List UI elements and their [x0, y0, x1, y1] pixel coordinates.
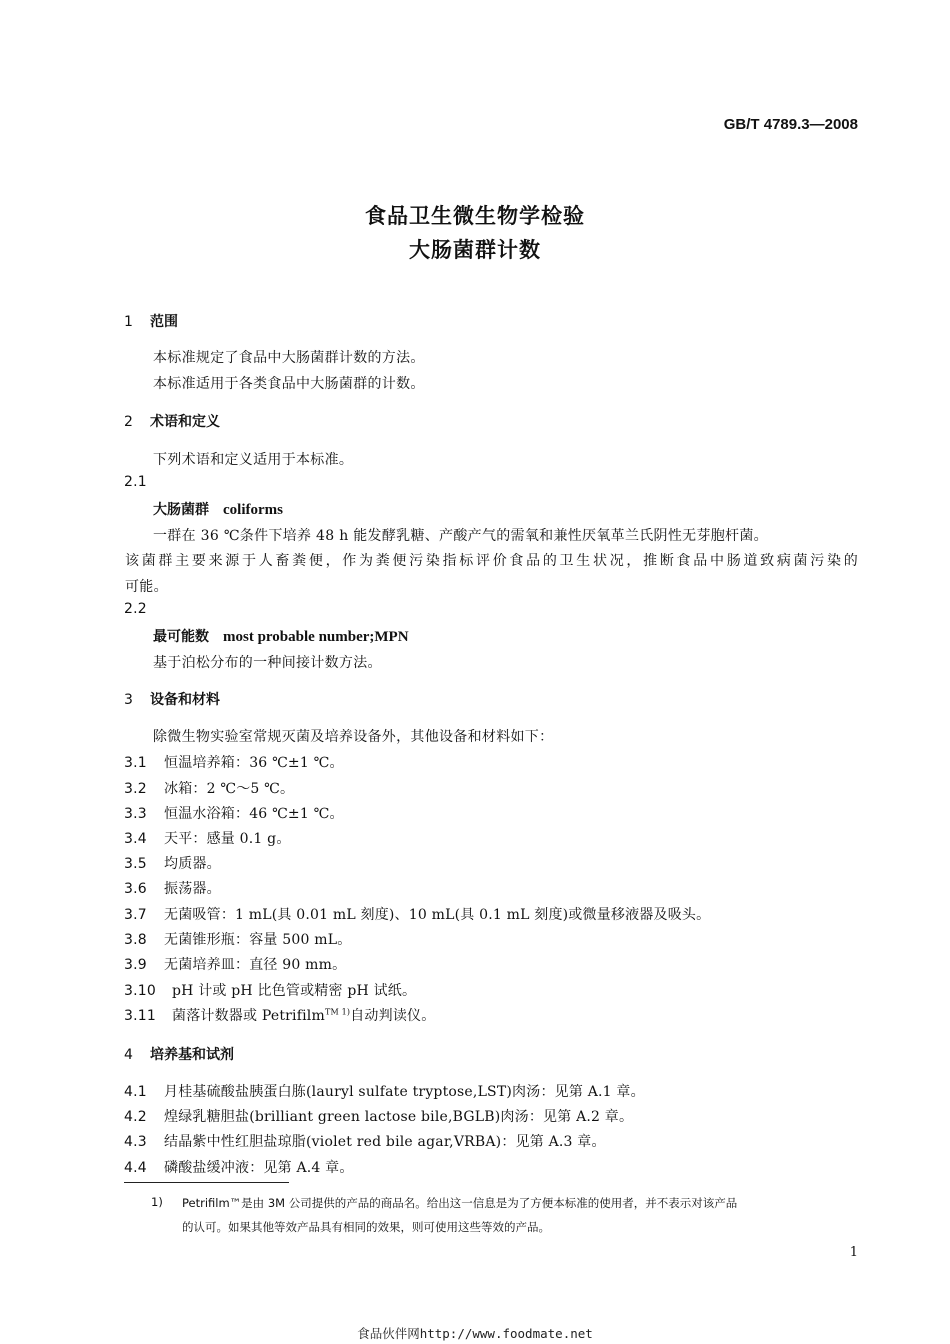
list-item: 4.1 月桂基硫酸盐胰蛋白胨(lauryl sulfate tryptose,LST)肉汤：见第 A.1 章。: [124, 1084, 645, 1100]
paragraph: 本标准规定了食品中大肠菌群计数的方法。: [153, 350, 425, 366]
footnote-marker: 1): [151, 1195, 163, 1209]
list-item: 3.1 恒温培养箱：36 ℃±1 ℃。: [124, 755, 344, 771]
title-line-1: 食品卫生微生物学检验: [365, 204, 585, 228]
list-item: 3.8 无菌锥形瓶：容量 500 mL。: [124, 932, 352, 948]
list-item: 3.6 振荡器。: [124, 881, 221, 897]
page-number: 1: [849, 1245, 858, 1260]
clause-number: 2.1: [124, 474, 147, 490]
definition-line: 基于泊松分布的一种间接计数方法。: [153, 655, 382, 671]
term-en: most probable number;MPN: [223, 629, 409, 645]
footnote-rule: [124, 1182, 289, 1183]
term-coliforms: [153, 499, 283, 519]
paragraph: 本标准适用于各类食品中大肠菌群的计数。: [153, 376, 425, 392]
footnote-ref: TM 1): [324, 1007, 351, 1017]
footnote-line: Petrifilm™是由 3M 公司提供的产品的商品名。给出这一信息是为了方便本标准的使用者，并不表示对该产品: [182, 1196, 738, 1210]
section-2-heading: [124, 411, 220, 431]
list-item: 4.3 结晶紫中性红胆盐琼脂(violet red bile agar,VRBA)：见第 A.3 章。: [124, 1134, 606, 1150]
list-item: 3.5 均质器。: [124, 856, 221, 872]
watermark: 食品伙伴网http://www.foodmate.net: [357, 1326, 593, 1341]
footnote-line: 的认可。如果其他等效产品具有相同的效果，则可使用这些等效的产品。: [182, 1220, 550, 1234]
section-4-heading: [124, 1044, 234, 1064]
section-3-heading: [124, 689, 220, 709]
list-item: 3.9 无菌培养皿：直径 90 mm。: [124, 957, 347, 973]
term-en: coliforms: [223, 502, 283, 518]
list-item: 3.11 菌落计数器或 Petrifilm$^{TM 1)}$自动判读仪。: [124, 1007, 436, 1024]
clause-number: 2.2: [124, 601, 147, 617]
list-item: 3.10 pH 计或 pH 比色管或精密 pH 试纸。: [124, 983, 417, 999]
section-title: 设备和材料: [150, 692, 220, 708]
section-title: 术语和定义: [150, 414, 220, 430]
list-item: 3.3 恒温水浴箱：46 ℃±1 ℃。: [124, 806, 344, 822]
definition-line: 可能。: [125, 579, 168, 595]
term-cn: 大肠菌群: [153, 502, 209, 518]
section-title: 培养基和试剂: [150, 1047, 234, 1063]
term-cn: 最可能数: [153, 629, 209, 645]
section-number: 1: [124, 314, 133, 330]
section-number: 4: [124, 1047, 133, 1063]
paragraph: 除微生物实验室常规灭菌及培养设备外，其他设备和材料如下：: [153, 729, 554, 745]
list-item: 4.4 磷酸盐缓冲液：见第 A.4 章。: [124, 1160, 354, 1176]
standard-code: GB/T 4789.3—2008: [723, 116, 858, 133]
term-mpn: [153, 626, 409, 646]
list-item: 4.2 煌绿乳糖胆盐(brilliant green lactose bile,BGLB)肉汤：见第 A.2 章。: [124, 1109, 634, 1125]
definition-line: 一群在 36 ℃条件下培养 48 h 能发酵乳糖、产酸产气的需氧和兼性厌氧革兰氏阴性无芽胞杆菌。: [153, 528, 768, 544]
list-item: 3.7 无菌吸管：1 mL(具 0.01 mL 刻度)、10 mL(具 0.1 mL 刻度)或微量移液器及吸头。: [124, 907, 711, 923]
paragraph: 下列术语和定义适用于本标准。: [153, 452, 354, 468]
list-item: 3.2 冰箱：2 ℃～5 ℃。: [124, 781, 295, 797]
section-number: 3: [124, 692, 133, 708]
list-item: 3.4 天平：感量 0.1 g。: [124, 831, 291, 847]
section-title: 范围: [150, 314, 178, 330]
section-number: 2: [124, 414, 133, 430]
section-1-heading: [124, 311, 178, 331]
title-line-2: 大肠菌群计数: [409, 238, 541, 262]
definition-line: 该菌群主要来源于人畜粪便，作为粪便污染指标评价食品的卫生状况，推断食品中肠道致病菌污染的: [125, 553, 858, 569]
